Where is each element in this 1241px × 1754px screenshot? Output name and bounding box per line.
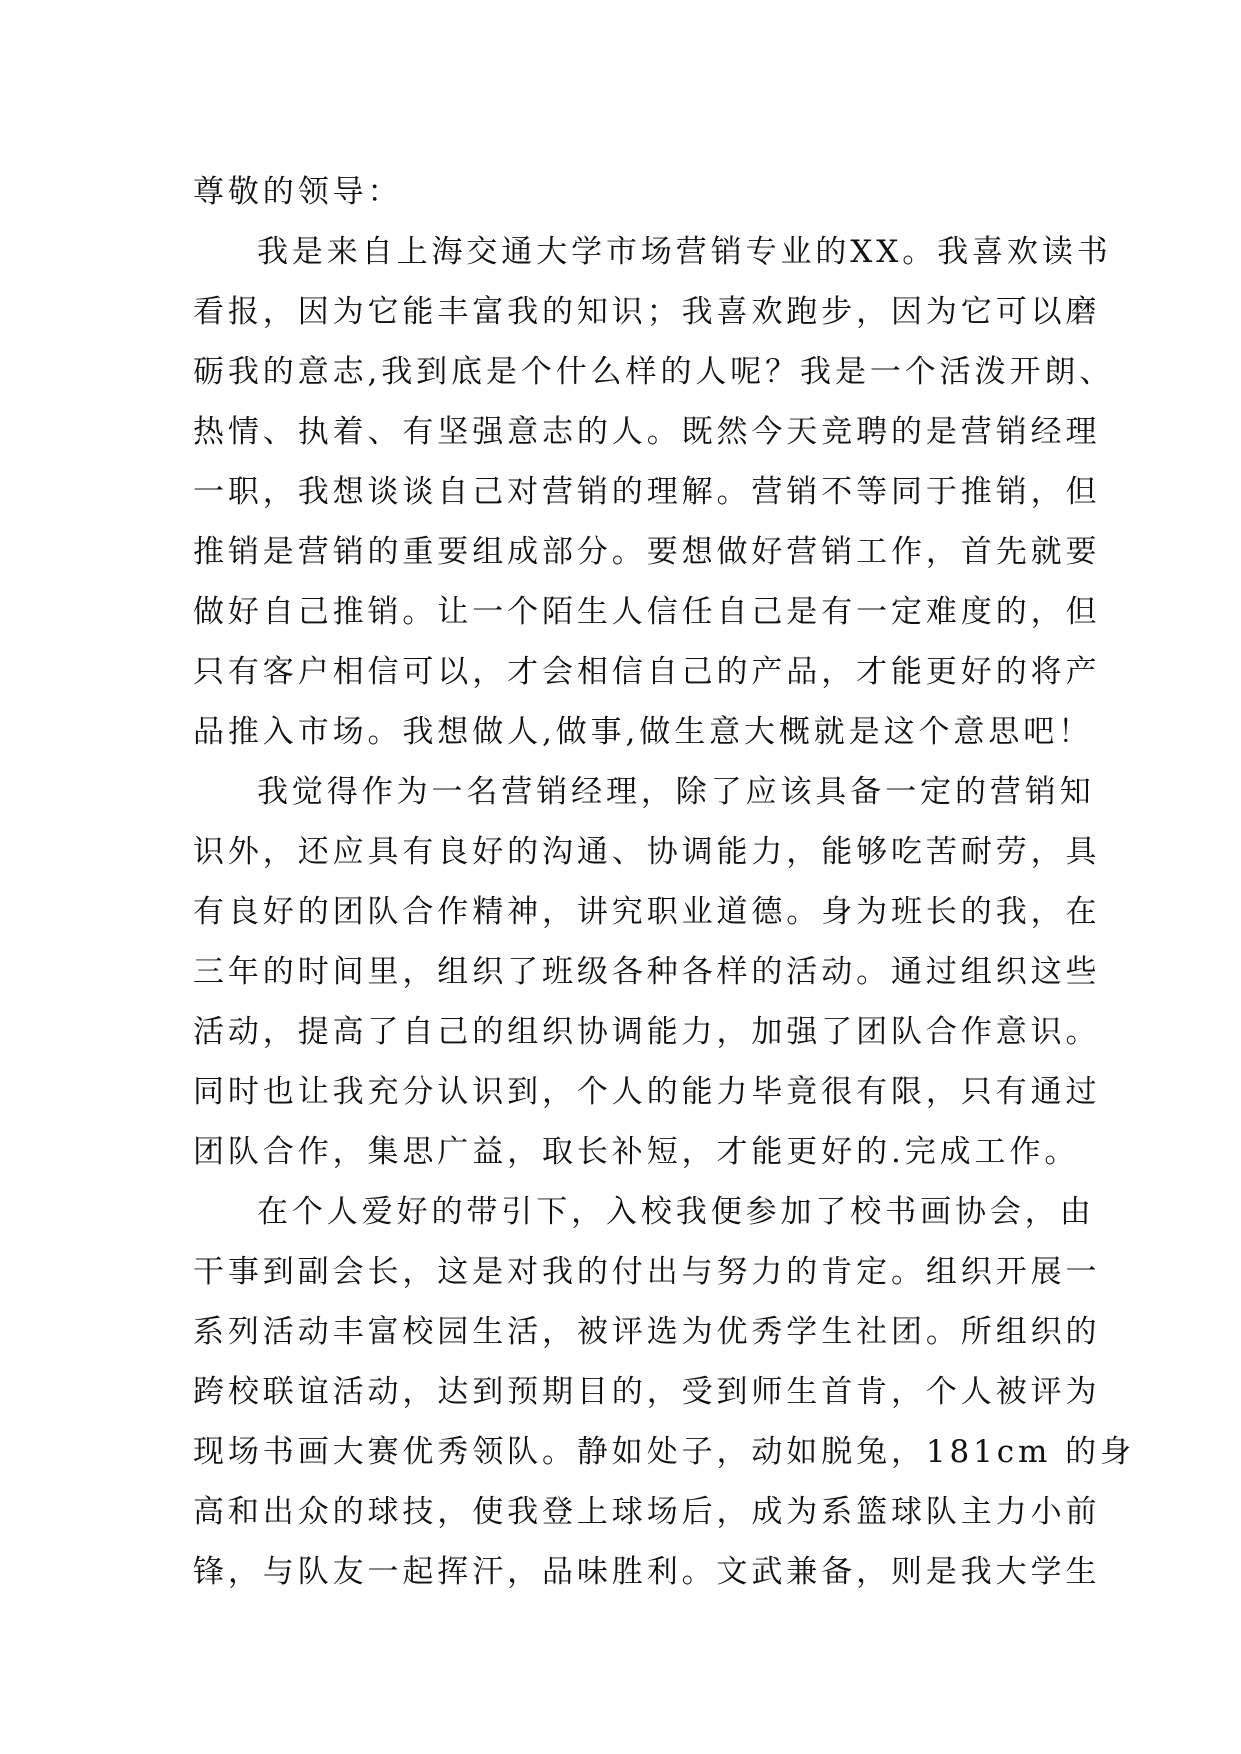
text-line: 三年的时间里，组织了班级各种各样的活动。通过组织这些	[193, 954, 1101, 990]
text-line: 做好自己推销。让一个陌生人信任自己是有一定难度的，但	[193, 594, 1101, 630]
text-line: 品推入市场。我想做人,做事,做生意大概就是这个意思吧！	[193, 714, 1094, 750]
text-line: 高和出众的球技，使我登上球场后，成为系篮球队主力小前	[193, 1494, 1101, 1530]
paragraph-3	[193, 1182, 1135, 1602]
document-body	[193, 162, 1135, 1602]
text-line: 我觉得作为一名营销经理，除了应该具备一定的营销知	[257, 774, 1095, 810]
text-line: 系列活动丰富校园生活，被评选为优秀学生社团。所组织的	[193, 1314, 1101, 1350]
text-line: 同时也让我充分认识到，个人的能力毕竟很有限，只有通过	[193, 1074, 1101, 1110]
text-line: 活动，提高了自己的组织协调能力，加强了团队合作意识。	[193, 1014, 1101, 1050]
text-line: 现场书画大赛优秀领队。静如处子，动如脱兔，181cm 的身	[193, 1434, 1135, 1470]
text-line: 看报，因为它能丰富我的知识；我喜欢跑步，因为它可以磨	[193, 294, 1101, 330]
text-line: 热情、执着、有坚强意志的人。既然今天竞聘的是营销经理	[193, 414, 1101, 450]
text-line: 有良好的团队合作精神，讲究职业道德。身为班长的我，在	[193, 894, 1101, 930]
text-line: 在个人爱好的带引下，入校我便参加了校书画协会，由	[257, 1194, 1095, 1230]
text-line: 推销是营销的重要组成部分。要想做好营销工作，首先就要	[193, 534, 1101, 570]
text-line: 一职，我想谈谈自己对营销的理解。营销不等同于推销，但	[193, 474, 1101, 510]
paragraph-1	[193, 222, 1115, 762]
text-line: 跨校联谊活动，达到预期目的，受到师生首肯，个人被评为	[193, 1374, 1101, 1410]
text-line: 我是来自上海交通大学市场营销专业的XX。我喜欢读书	[257, 234, 1112, 270]
text-line: 只有客户相信可以，才会相信自己的产品，才能更好的将产	[193, 654, 1101, 690]
salutation: 尊敬的领导：	[193, 174, 403, 210]
text-line: 砺我的意志,我到底是个什么样的人呢？我是一个活泼开朗、	[193, 354, 1115, 390]
text-line: 干事到副会长，这是对我的付出与努力的肯定。组织开展一	[193, 1254, 1101, 1290]
text-line: 锋，与队友一起挥汗，品味胜利。文武兼备，则是我大学生	[193, 1554, 1101, 1590]
paragraph-2	[193, 762, 1101, 1182]
text-line: 识外，还应具有良好的沟通、协调能力，能够吃苦耐劳，具	[193, 834, 1101, 870]
text-line: 团队合作，集思广益，取长补短，才能更好的.完成工作。	[193, 1134, 1080, 1170]
